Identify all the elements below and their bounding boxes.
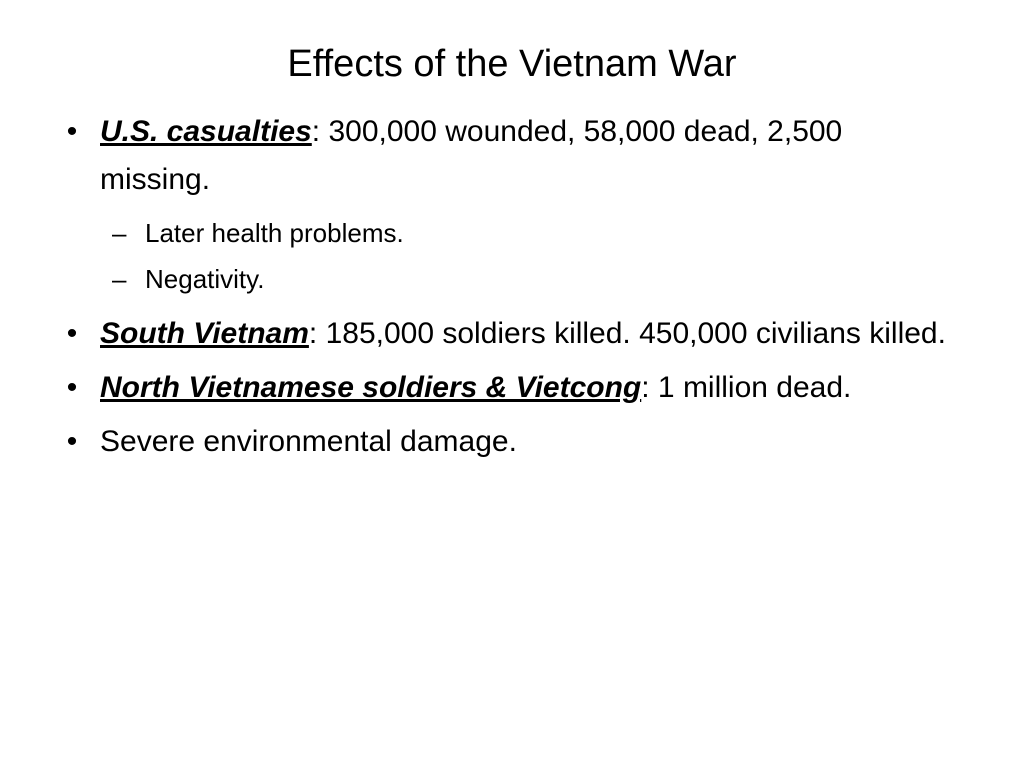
bullet-item-us-casualties [60, 108, 960, 302]
bullet-lead: South Vietnam [100, 317, 309, 350]
bullet-text: : 185,000 soldiers killed. 450,000 civilians killed. [308, 317, 946, 350]
bullet-icon: • [66, 371, 78, 404]
bullet-lead: U.S. casualties [100, 115, 312, 148]
bullet-item-environment [60, 418, 960, 466]
sub-bullet-text: Later health problems. [145, 218, 404, 248]
bullet-list [60, 108, 960, 472]
dash-icon: – [112, 264, 127, 294]
bullet-lead: North Vietnamese soldiers & Vietcong [100, 371, 642, 404]
bullet-text: Severe environmental damage. [100, 425, 517, 458]
sub-bullet-item [100, 210, 960, 256]
bullet-item-south-vietnam [60, 310, 960, 358]
sub-bullet-list [100, 210, 960, 302]
sub-bullet-item [100, 256, 960, 302]
sub-bullet-text: Negativity. [145, 264, 265, 294]
slide-title: Effects of the Vietnam War [287, 43, 737, 85]
bullet-text: : 300,000 wounded, 58,000 dead, 2,500 missing. [100, 115, 843, 196]
bullet-text: : 1 million dead. [641, 371, 852, 404]
dash-icon: – [112, 218, 127, 248]
bullet-item-north-vietnamese [60, 364, 960, 412]
bullet-icon: • [66, 425, 78, 458]
bullet-icon: • [66, 317, 78, 350]
bullet-icon: • [66, 115, 78, 148]
